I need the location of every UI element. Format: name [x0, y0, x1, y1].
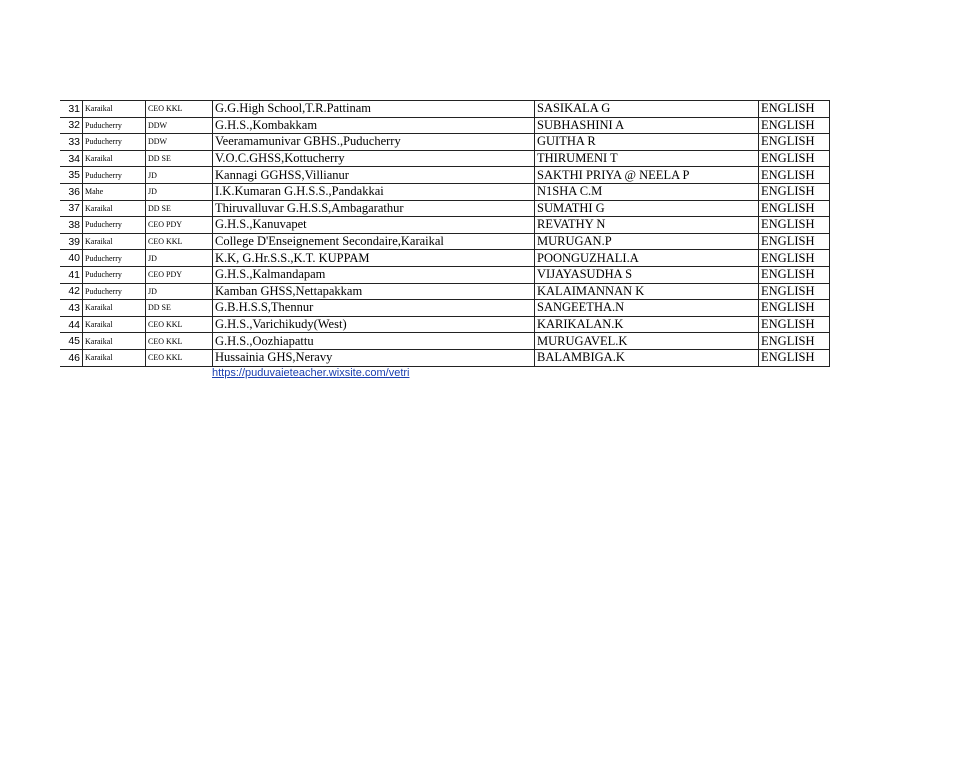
- subject-cell: ENGLISH: [759, 250, 830, 267]
- row-number: 37: [60, 200, 83, 217]
- office-cell: JD: [146, 250, 213, 267]
- website-link[interactable]: https://puduvaieteacher.wixsite.com/vetri: [212, 367, 410, 379]
- subject-cell: ENGLISH: [759, 300, 830, 317]
- region-cell: Karaikal: [83, 300, 146, 317]
- office-cell: DD SE: [146, 200, 213, 217]
- row-number: 34: [60, 150, 83, 167]
- school-cell: Thiruvalluvar G.H.S.S,Ambagarathur: [213, 200, 535, 217]
- office-cell: JD: [146, 167, 213, 184]
- school-cell: Kamban GHSS,Nettapakkam: [213, 283, 535, 300]
- school-cell: G.H.S.,Kombakkam: [213, 117, 535, 134]
- region-cell: Puducherry: [83, 283, 146, 300]
- table-row: [60, 200, 830, 217]
- region-cell: Karaikal: [83, 349, 146, 366]
- office-cell: CEO PDY: [146, 217, 213, 234]
- table-row: [60, 217, 830, 234]
- teacher-name-cell: VIJAYASUDHA S: [535, 266, 759, 283]
- teacher-name-cell: SASIKALA G: [535, 101, 759, 118]
- table-row: [60, 316, 830, 333]
- region-cell: Puducherry: [83, 134, 146, 151]
- region-cell: Puducherry: [83, 117, 146, 134]
- school-cell: College D'Enseignement Secondaire,Karaikal: [213, 233, 535, 250]
- teacher-name-cell: SAKTHI PRIYA @ NEELA P: [535, 167, 759, 184]
- office-cell: DDW: [146, 134, 213, 151]
- table-row: [60, 183, 830, 200]
- teacher-name-cell: REVATHY N: [535, 217, 759, 234]
- subject-cell: ENGLISH: [759, 183, 830, 200]
- school-cell: Hussainia GHS,Neravy: [213, 349, 535, 366]
- table-row: [60, 266, 830, 283]
- teacher-name-cell: KALAIMANNAN K: [535, 283, 759, 300]
- region-cell: Karaikal: [83, 316, 146, 333]
- office-cell: CEO PDY: [146, 266, 213, 283]
- subject-cell: ENGLISH: [759, 333, 830, 350]
- table-row: [60, 250, 830, 267]
- region-cell: Karaikal: [83, 101, 146, 118]
- school-cell: Veeramamunivar GBHS.,Puducherry: [213, 134, 535, 151]
- office-cell: CEO KKL: [146, 333, 213, 350]
- teacher-list-body: [60, 101, 830, 367]
- teacher-name-cell: MURUGAVEL.K: [535, 333, 759, 350]
- office-cell: JD: [146, 183, 213, 200]
- subject-cell: ENGLISH: [759, 266, 830, 283]
- table-row: [60, 101, 830, 118]
- teacher-name-cell: SANGEETHA.N: [535, 300, 759, 317]
- office-cell: CEO KKL: [146, 101, 213, 118]
- region-cell: Karaikal: [83, 233, 146, 250]
- teacher-list-sheet: [60, 100, 830, 367]
- row-number: 39: [60, 233, 83, 250]
- teacher-name-cell: GUITHA R: [535, 134, 759, 151]
- teacher-name-cell: MURUGAN.P: [535, 233, 759, 250]
- subject-cell: ENGLISH: [759, 167, 830, 184]
- school-cell: G.H.S.,Kanuvapet: [213, 217, 535, 234]
- school-cell: G.H.S.,Varichikudy(West): [213, 316, 535, 333]
- row-number: 44: [60, 316, 83, 333]
- subject-cell: ENGLISH: [759, 217, 830, 234]
- school-cell: G.G.High School,T.R.Pattinam: [213, 101, 535, 118]
- subject-cell: ENGLISH: [759, 349, 830, 366]
- school-cell: G.H.S.,Kalmandapam: [213, 266, 535, 283]
- school-cell: V.O.C.GHSS,Kottucherry: [213, 150, 535, 167]
- table-row: [60, 167, 830, 184]
- region-cell: Karaikal: [83, 200, 146, 217]
- row-number: 38: [60, 217, 83, 234]
- row-number: 42: [60, 283, 83, 300]
- region-cell: Puducherry: [83, 217, 146, 234]
- region-cell: Puducherry: [83, 250, 146, 267]
- table-row: [60, 300, 830, 317]
- teacher-name-cell: SUBHASHINI A: [535, 117, 759, 134]
- office-cell: JD: [146, 283, 213, 300]
- teacher-name-cell: SUMATHI G: [535, 200, 759, 217]
- school-cell: I.K.Kumaran G.H.S.S.,Pandakkai: [213, 183, 535, 200]
- office-cell: DDW: [146, 117, 213, 134]
- teacher-list-table: [60, 100, 830, 367]
- school-cell: G.B.H.S.S,Thennur: [213, 300, 535, 317]
- table-row: [60, 134, 830, 151]
- office-cell: CEO KKL: [146, 316, 213, 333]
- subject-cell: ENGLISH: [759, 150, 830, 167]
- row-number: 43: [60, 300, 83, 317]
- region-cell: Puducherry: [83, 167, 146, 184]
- row-number: 41: [60, 266, 83, 283]
- row-number: 33: [60, 134, 83, 151]
- region-cell: Karaikal: [83, 333, 146, 350]
- teacher-name-cell: N1SHA C.M: [535, 183, 759, 200]
- subject-cell: ENGLISH: [759, 316, 830, 333]
- table-row: [60, 333, 830, 350]
- school-cell: K.K, G.Hr.S.S.,K.T. KUPPAM: [213, 250, 535, 267]
- office-cell: DD SE: [146, 150, 213, 167]
- office-cell: DD SE: [146, 300, 213, 317]
- row-number: 32: [60, 117, 83, 134]
- region-cell: Mahe: [83, 183, 146, 200]
- table-row: [60, 117, 830, 134]
- table-row: [60, 349, 830, 366]
- subject-cell: ENGLISH: [759, 233, 830, 250]
- region-cell: Puducherry: [83, 266, 146, 283]
- school-cell: Kannagi GGHSS,Villianur: [213, 167, 535, 184]
- table-row: [60, 150, 830, 167]
- teacher-name-cell: POONGUZHALI.A: [535, 250, 759, 267]
- subject-cell: ENGLISH: [759, 200, 830, 217]
- row-number: 40: [60, 250, 83, 267]
- school-cell: G.H.S.,Oozhiapattu: [213, 333, 535, 350]
- teacher-name-cell: KARIKALAN.K: [535, 316, 759, 333]
- region-cell: Karaikal: [83, 150, 146, 167]
- table-row: [60, 233, 830, 250]
- subject-cell: ENGLISH: [759, 283, 830, 300]
- teacher-name-cell: THIRUMENI T: [535, 150, 759, 167]
- office-cell: CEO KKL: [146, 349, 213, 366]
- row-number: 46: [60, 349, 83, 366]
- row-number: 35: [60, 167, 83, 184]
- teacher-name-cell: BALAMBIGA.K: [535, 349, 759, 366]
- subject-cell: ENGLISH: [759, 134, 830, 151]
- row-number: 36: [60, 183, 83, 200]
- subject-cell: ENGLISH: [759, 117, 830, 134]
- row-number: 45: [60, 333, 83, 350]
- office-cell: CEO KKL: [146, 233, 213, 250]
- subject-cell: ENGLISH: [759, 101, 830, 118]
- table-row: [60, 283, 830, 300]
- row-number: 31: [60, 101, 83, 118]
